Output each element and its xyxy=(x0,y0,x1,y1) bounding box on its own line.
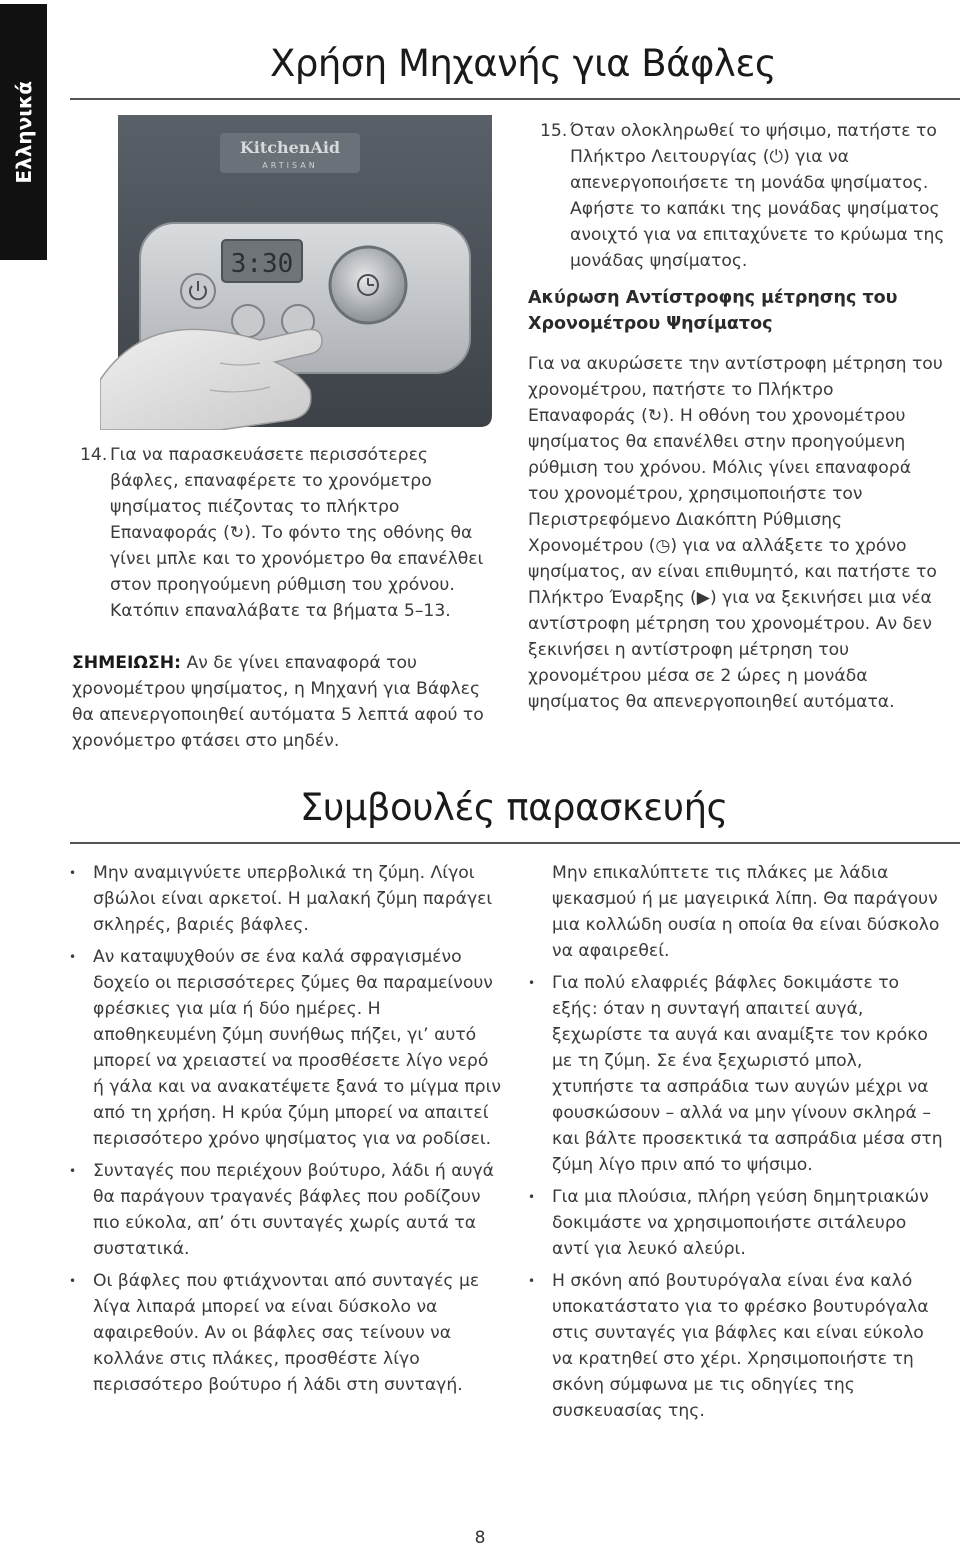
list-item: • Αν καταψυχθούν σε ένα καλά σφραγισμένο δοχείο οι περισσότερες ζύμες θα παραμείνουν φρέσκιες για μία ή δύο ημέρες. Η αποθηκευμένη ζύμη συνήθως πήζει, γι’ αυτό μπορεί να χρειαστεί να προσθέσετε λίγο νερό ή γάλα και να ανακατέψετε ξανά το μίγμα πριν από τη χρήση. Η κρύα ζύμη μπορεί να απαιτεί περισσότερο χρόνο ψησίματος για να ροδίσει. xyxy=(93,944,503,1152)
list-item: • Η σκόνη από βουτυρόγαλα είναι ένα καλό υποκατάστατο για το φρέσκο βουτυρόγαλα στις συνταγές για βάφλες και είναι εύκολο να κρατηθεί στο χέρι. Χρησιμοποιήστε τη σκόνη σύμφωνα με τις οδηγίες της συσκευασίας της. xyxy=(552,1268,947,1424)
step-15 xyxy=(540,118,950,274)
list-item: • Οι βάφλες που φτιάχνονται από συνταγές με λίγα λιπαρά μπορεί να είναι δύσκολο να αφαιρεθούν. Αν οι βάφλες σας τείνουν να κολλάνε στις πλάκες, προσθέστε λίγο περισσότερο βούτυρο ή λάδι στη συνταγή. xyxy=(93,1268,503,1398)
cancel-countdown-paragraph: Για να ακυρώσετε την αντίστροφη μέτρηση του χρονομέτρου, πατήστε το Πλήκτρο Επαναφοράς (↻). Η οθόνη του χρονομέτρου ψησίματος θα επανέλθει στην προηγούμενη ρύθμιση του χρόνου. Μόλις γίνει επαναφορά του χρονομέτρου, χρησιμοποιήστε τον Περιστρεφόμενο Διακόπτη Ρύθμισης Χρονομέτρου (◷) για να αλλάξετε το χρόνο ψησίματος, αν είναι επιθυμητό, και πατήστε το Πλήκτρο Έναρξης (▶) για να ξεκινήσει μια νέα αντίστροφη μέτρηση του χρονομέτρου. Αν δεν ξεκινήσει η αντίστροφη μέτρηση του χρονομέτρου μέσα σε 2 ώρες η μονάδα ψησίματος θα απενεργοποιηθεί αυτόματα. xyxy=(528,354,943,712)
list-item: • Μην αναμιγνύετε υπερβολικά τη ζύμη. Λίγοι σβώλοι είναι αρκετοί. Η μαλακή ζύμη παράγει σκληρές, βαριές βάφλες. xyxy=(93,860,503,938)
tips-list-right xyxy=(552,860,947,1430)
model-label: ARTISAN xyxy=(262,161,318,170)
step-number: 15. xyxy=(540,121,568,141)
page-title: Χρήση Μηχανής για Βάφλες xyxy=(270,42,777,85)
brand-logo: KitchenAid xyxy=(239,138,341,157)
note xyxy=(72,650,502,754)
cancel-countdown-text xyxy=(528,351,943,715)
list-item: • Συνταγές που περιέχουν βούτυρο, λάδι ή αυγά θα παράγουν τραγανές βάφλες που ροδίζουν πιο εύκολα, απ’ ότι συνταγές χωρίς αυτά τα συστατικά. xyxy=(93,1158,503,1262)
note-label: ΣΗΜΕΙΩΣΗ: xyxy=(72,653,181,673)
tips-list-left xyxy=(93,860,503,1404)
step-15-text: Όταν ολοκληρωθεί το ψήσιμο, πατήστε το Πλήκτρο Λειτουργίας (⏻) για να απενεργοποιήσετε τη μονάδα ψησίματος. Αφήστε το καπάκι της μονάδας ψησίματος ανοιχτό για να επιταχύνετε το κρύωμα της μονάδας ψησίματος. xyxy=(570,121,945,271)
list-item-continuation: Μην επικαλύπτετε τις πλάκες με λάδια ψεκασμού ή με μαγειρικά λίπη. Θα παράγουν μια κολλώδη ουσία η οποία θα είναι δύσκολο να αφαιρεθεί. xyxy=(552,863,940,961)
step-14-text: Για να παρασκευάσετε περισσότερες βάφλες, επαναφέρετε το χρονόμετρο ψησίματος πιέζοντας το πλήκτρο Επαναφοράς (↻). Το φόντο της οθόνης θα γίνει μπλε και το χρονόμετρο θα επανέλθει στον προηγούμενη ρύθμιση του χρόνου. Κατόπιν επαναλάβατε τα βήματα 5–13. xyxy=(110,445,484,621)
language-label: Ελληνικά xyxy=(11,80,36,184)
timer-display-value: 3:30 xyxy=(230,249,294,279)
tips-heading: Συμβουλές παρασκευής xyxy=(300,786,728,829)
waffle-maker-control-panel-illustration xyxy=(100,115,510,430)
title-divider xyxy=(70,98,960,100)
step-14 xyxy=(80,442,500,624)
page-number: 8 xyxy=(474,1528,486,1548)
language-tab xyxy=(0,4,47,260)
note-text: Αν δε γίνει επαναφορά του χρονομέτρου ψησίματος, η Μηχανή για Βάφλες θα απενεργοποιηθεί αυτόματα 5 λεπτά αφού το χρονόμετρο φτάσει στο μηδέν. xyxy=(72,653,484,751)
list-item: • Για πολύ ελαφριές βάφλες δοκιμάστε το εξής: όταν η συνταγή απαιτεί αυγά, ξεχωρίστε τα αυγά και αναμίξτε τον κρόκο με τη ζύμη. Σε ένα ξεχωριστό μπολ, χτυπήστε τα ασπράδια των αυγών μέχρι να φουσκώσουν – αλλά να μην γίνουν σκληρά – και βάλτε προσεκτικά τα ασπράδια μέσα στη ζύμη λίγο πριν από το ψήσιμο. xyxy=(552,970,947,1178)
tips-divider xyxy=(70,842,960,844)
list-item: • Για μια πλούσια, πλήρη γεύση δημητριακών δοκιμάστε να χρησιμοποιήστε σιτάλευρο αντί για λευκό αλεύρι. xyxy=(552,1184,947,1262)
cancel-countdown-heading: Ακύρωση Αντίστροφης μέτρησης του Χρονομέτρου Ψησίματος xyxy=(528,288,898,334)
start-button xyxy=(232,305,264,337)
step-number: 14. xyxy=(80,445,108,465)
